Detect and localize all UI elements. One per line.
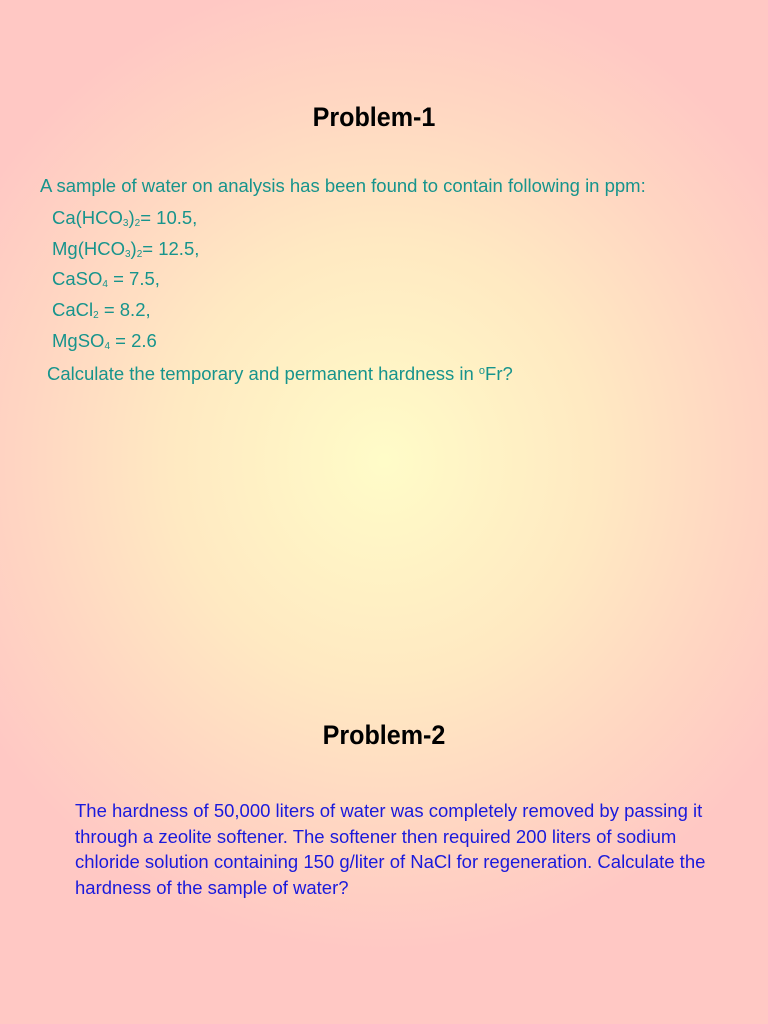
problem-2-title: Problem-2 (322, 720, 446, 750)
text-run: CaSO (52, 268, 103, 290)
problem-1-body (40, 173, 730, 388)
text-run: = 8.2, (98, 299, 151, 321)
subscript: 2 (136, 248, 143, 260)
text-run: ) (130, 237, 137, 259)
composition-item (40, 326, 730, 357)
problem-1-question (47, 357, 730, 388)
superscript: o (478, 365, 486, 378)
text-run: Ca(HCO (52, 207, 123, 228)
text-run: MgSO (52, 329, 105, 351)
subscript: 3 (124, 248, 131, 260)
subscript: 2 (134, 218, 141, 229)
text-run: Calculate the temporary and permanent hardness in (47, 363, 479, 385)
problem-2-body: The hardness of 50,000 liters of water was completely removed by passing it through a zeolite softener. The softener then required 200 liters of sodium chloride solution containing 150 g/liter of NaCl for regeneration. Calculate the hardness of the sample of water? (75, 800, 706, 898)
composition-list (40, 203, 730, 356)
problem-1-intro: A sample of water on analysis has been found to contain following in ppm: (40, 175, 646, 196)
text-run: = 12.5, (142, 237, 200, 259)
text-run: ) (128, 207, 135, 228)
subscript: 4 (104, 340, 110, 352)
slide-problem-2 (0, 512, 768, 1024)
composition-item (40, 203, 730, 234)
text-run: = 7.5, (107, 268, 160, 290)
text-run: Mg(HCO (52, 237, 125, 259)
composition-item (40, 295, 730, 326)
subscript: 2 (93, 310, 99, 322)
text-run: Fr? (485, 363, 513, 385)
problem-1-title: Problem-1 (312, 102, 436, 132)
composition-item (40, 264, 730, 295)
text-run: CaCl (52, 299, 94, 321)
text-run: = 2.6 (110, 329, 157, 351)
text-run: = 10.5, (140, 207, 198, 228)
subscript: 3 (122, 218, 129, 229)
subscript: 4 (102, 279, 108, 291)
composition-item (40, 234, 730, 265)
